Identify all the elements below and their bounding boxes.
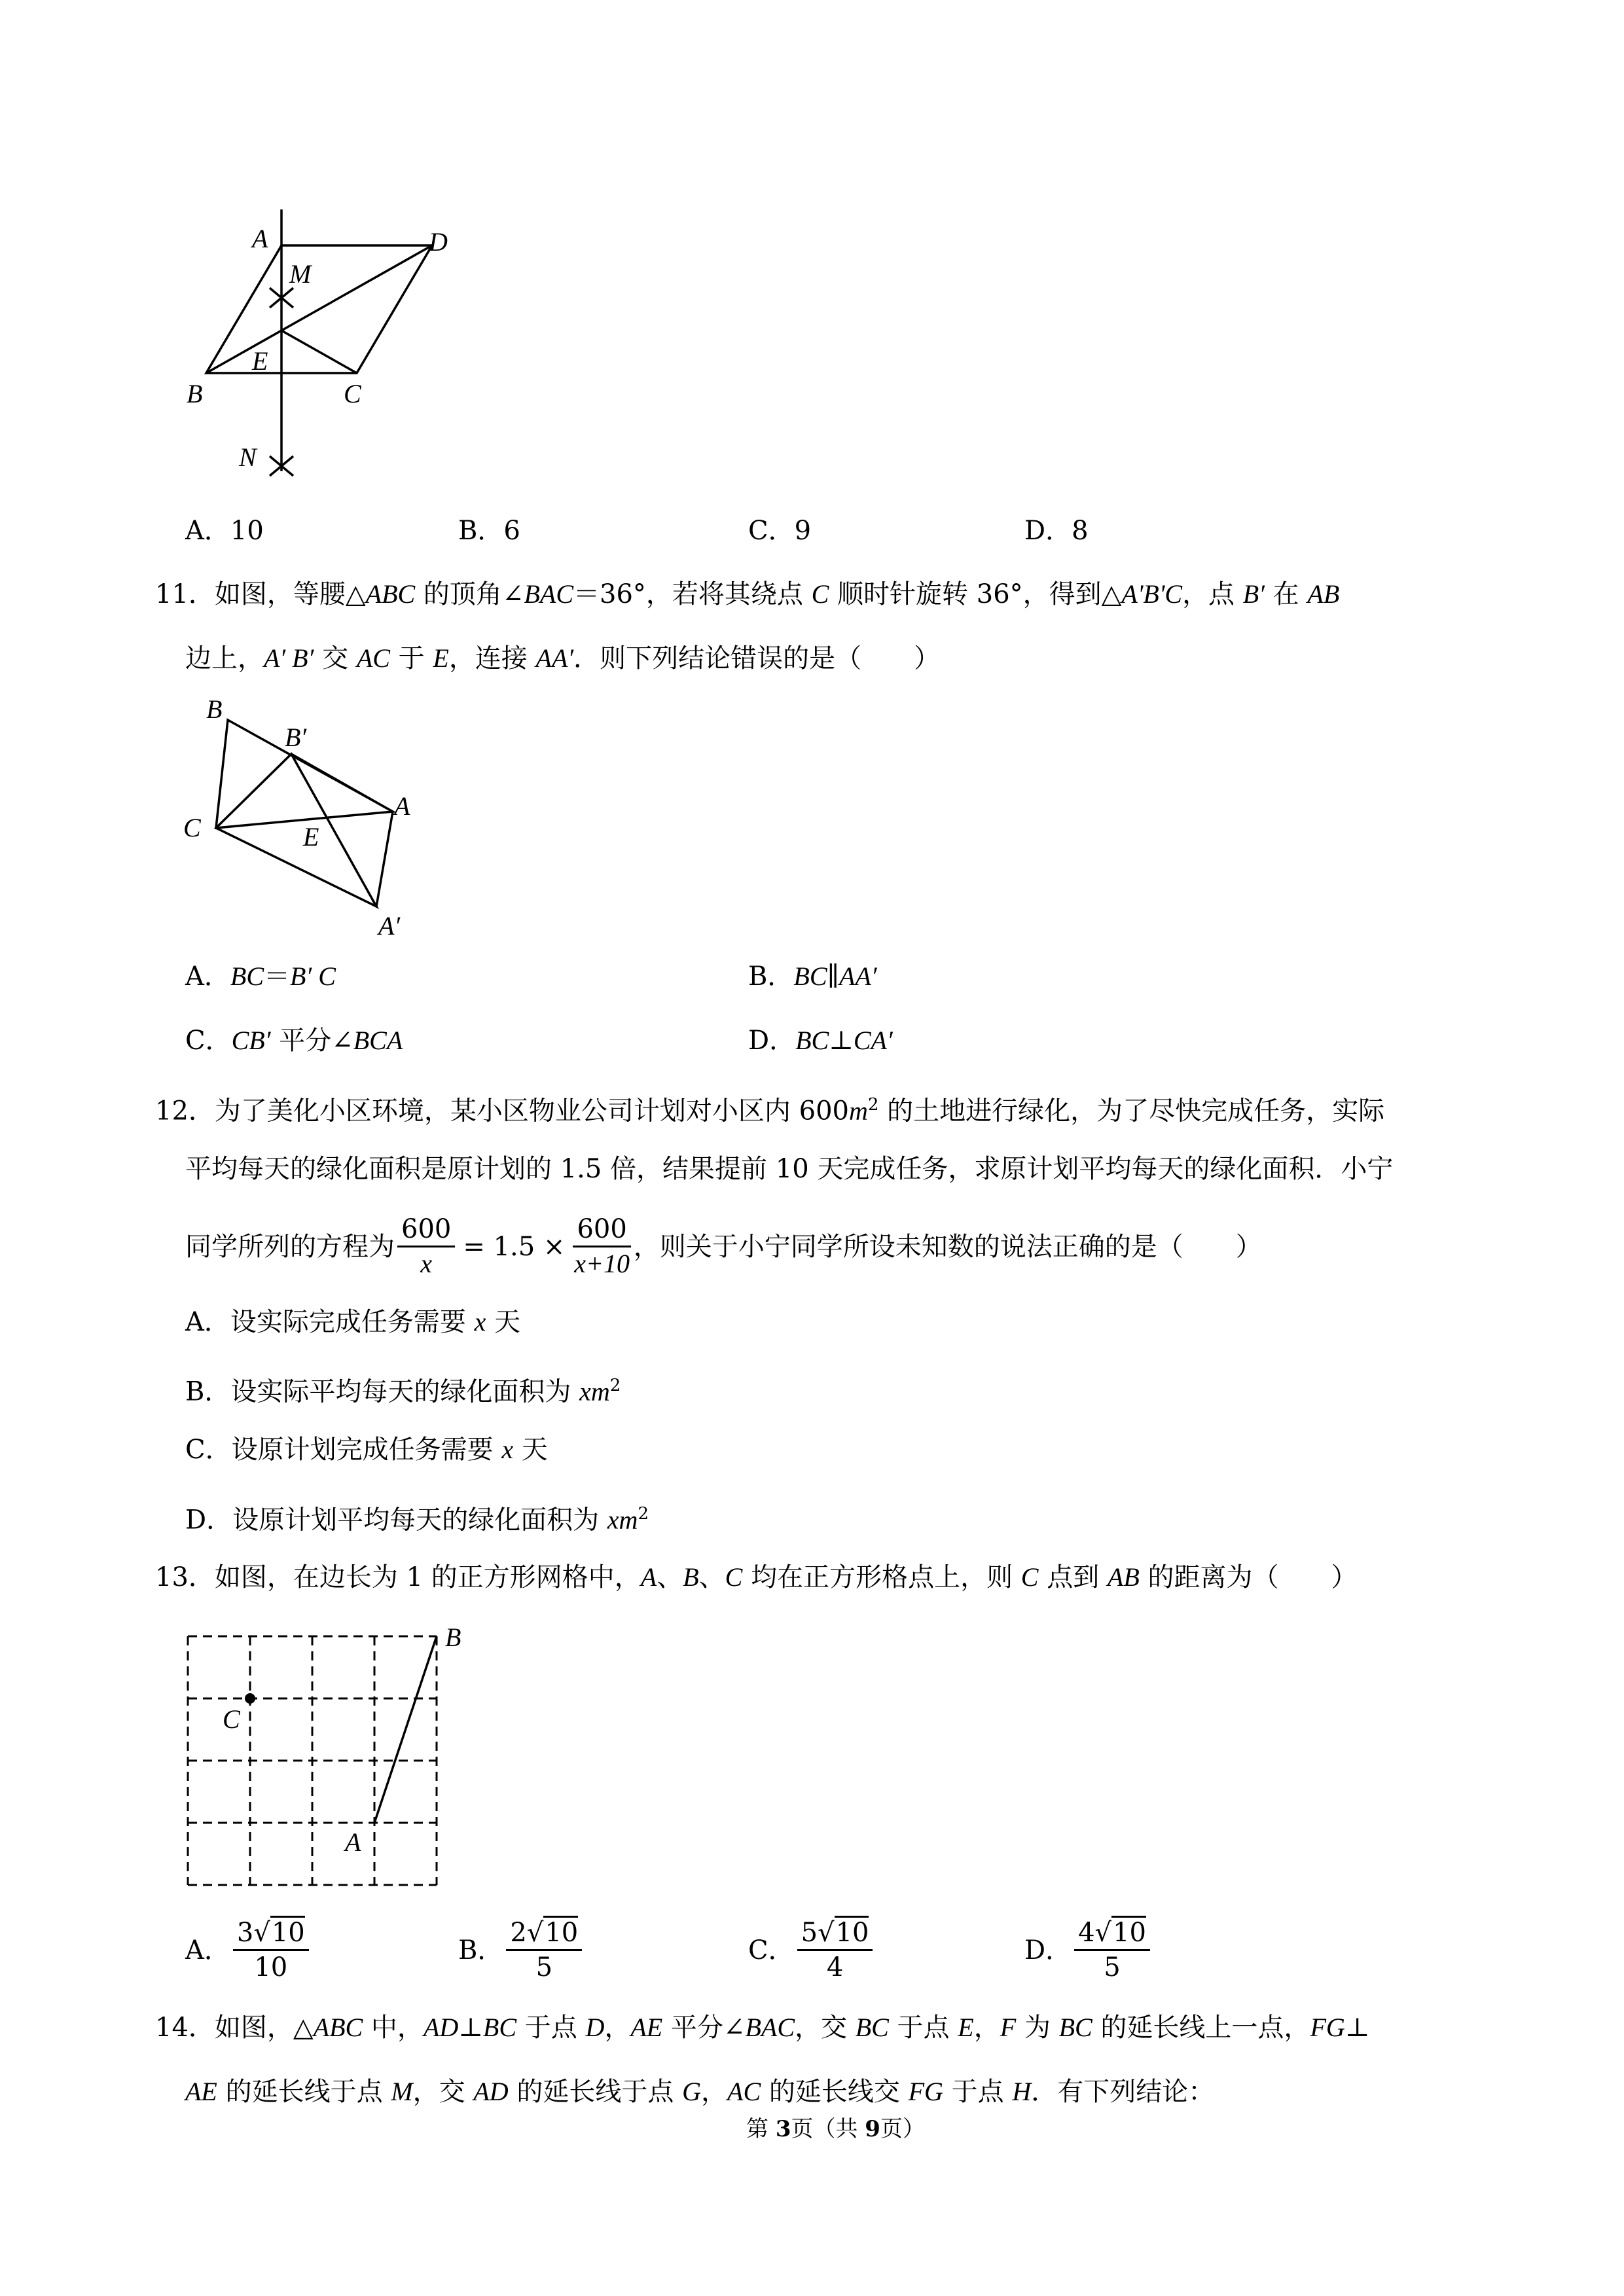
q12-option-c: C．设原计划完成任务需要 x 天 [185, 1435, 548, 1465]
label-a: A [345, 1827, 361, 1857]
figure-q11 [0, 681, 524, 956]
label-c: C [223, 1704, 240, 1734]
q10-option-b: B．6 [458, 516, 520, 546]
q11-option-a: A．BC＝B′ C [185, 961, 336, 992]
label-b: B [206, 694, 223, 724]
label-b: B [445, 1623, 461, 1652]
segment-ab [374, 1636, 437, 1823]
fraction-600-over-x: $\frac{600}{x}$ [397, 1214, 455, 1279]
q14-line-1: 14．如图，△ABC 中，AD⊥BC 于点 D，AE 平分∠BAC，交 BC 于点 E，F 为 BC 的延长线上一点，FG⊥ [155, 2013, 1370, 2043]
point-c [245, 1693, 255, 1704]
label-a: A [394, 791, 410, 821]
label-c: C [183, 813, 201, 842]
label-e: E [252, 346, 268, 376]
q11-option-b: B．BC∥AA′ [748, 961, 877, 992]
label-n: N [239, 442, 257, 472]
q11-number: 11． [155, 579, 215, 609]
q12-option-b: B．设实际平均每天的绿化面积为 $xm^2$ [185, 1376, 621, 1407]
label-b: B [187, 379, 203, 408]
fraction-600-over-x-plus-10: $\frac{600}{x+10}$ [574, 1214, 630, 1278]
label-a-prime: A′ [378, 911, 401, 941]
label-c: C [344, 379, 361, 408]
q10-option-c: C．9 [748, 516, 812, 546]
q10-option-d: D．8 [1024, 516, 1089, 546]
q13-option-d: D． $\frac{4√10}{5}$ [1024, 1918, 1153, 1982]
q12-option-d: D．设原计划平均每天的绿化面积为 $xm^2$ [185, 1504, 649, 1535]
label-d: D [429, 227, 448, 257]
dashed-grid [188, 1636, 437, 1885]
q14-line-2: AE 的延长线于点 M，交 AD 的延长线于点 G，AC 的延长线交 FG 于点 H．有下列结论： [185, 2077, 1215, 2107]
q10-option-a: A．10 [185, 516, 264, 546]
q11-line-2 [185, 643, 940, 674]
q12-option-a: A．设实际完成任务需要 x 天 [185, 1307, 521, 1337]
q11-stem-1: 如图，等腰△ABC 的顶角∠BAC＝36°，若将其绕点 C 顺时针旋转 36°，得到△A'B'C，点 B′ 在 AB [214, 579, 1340, 609]
label-e: E [303, 822, 319, 852]
label-a: A [252, 224, 268, 253]
q13-option-a: A． $\frac{3√10}{10}$ [185, 1918, 312, 1982]
q11-option-d: D．BC⊥CA′ [748, 1026, 893, 1056]
q13-option-c: C． $\frac{5√10}{4}$ [748, 1918, 875, 1982]
figure-q13-grid [0, 1623, 524, 1898]
q11-line-1 [155, 579, 1339, 610]
q13-option-b: B． $\frac{2√10}{5}$ [458, 1918, 585, 1982]
label-b-prime: B′ [285, 723, 307, 752]
q11-option-c: C．CB′ 平分∠BCA [185, 1026, 403, 1056]
label-m: M [289, 259, 312, 289]
q13-line-1: 13．如图，在边长为 1 的正方形网格中，A、B、C 均在正方形格点上，则 C 点到 AB 的距离为（ ） [155, 1562, 1358, 1592]
q12-line-2: 平均每天的绿化面积是原计划的 1.5 倍，结果提前 10 天完成任务，求原计划平均每天的绿化面积．小宁 [185, 1154, 1394, 1184]
q11-stem-2: 边上，A′ B′ 交 AC 于 E，连接 AA′．则下列结论错误的是（ ） [185, 643, 941, 673]
q12-line-3: 同学所列的方程为 $\frac{600}{x}$ = 1.5 × $\frac{600}{x+10}$ ，则关于小宁同学所设未知数的说法正确的是（ ） [185, 1214, 1262, 1278]
page-footer: 第 3页（共 9页） [746, 2116, 925, 2142]
diagonal-bd [206, 245, 432, 373]
segment-ec [281, 331, 357, 373]
figure-q10 [0, 0, 524, 511]
segment-aa2 [376, 812, 393, 906]
triangle-a2b2c [216, 754, 376, 906]
q12-line-1: 12．为了美化小区环境，某小区物业公司计划对小区内 $600m^2$ 的土地进行绿化，为了尽快完成任务，实际 [155, 1095, 1385, 1126]
